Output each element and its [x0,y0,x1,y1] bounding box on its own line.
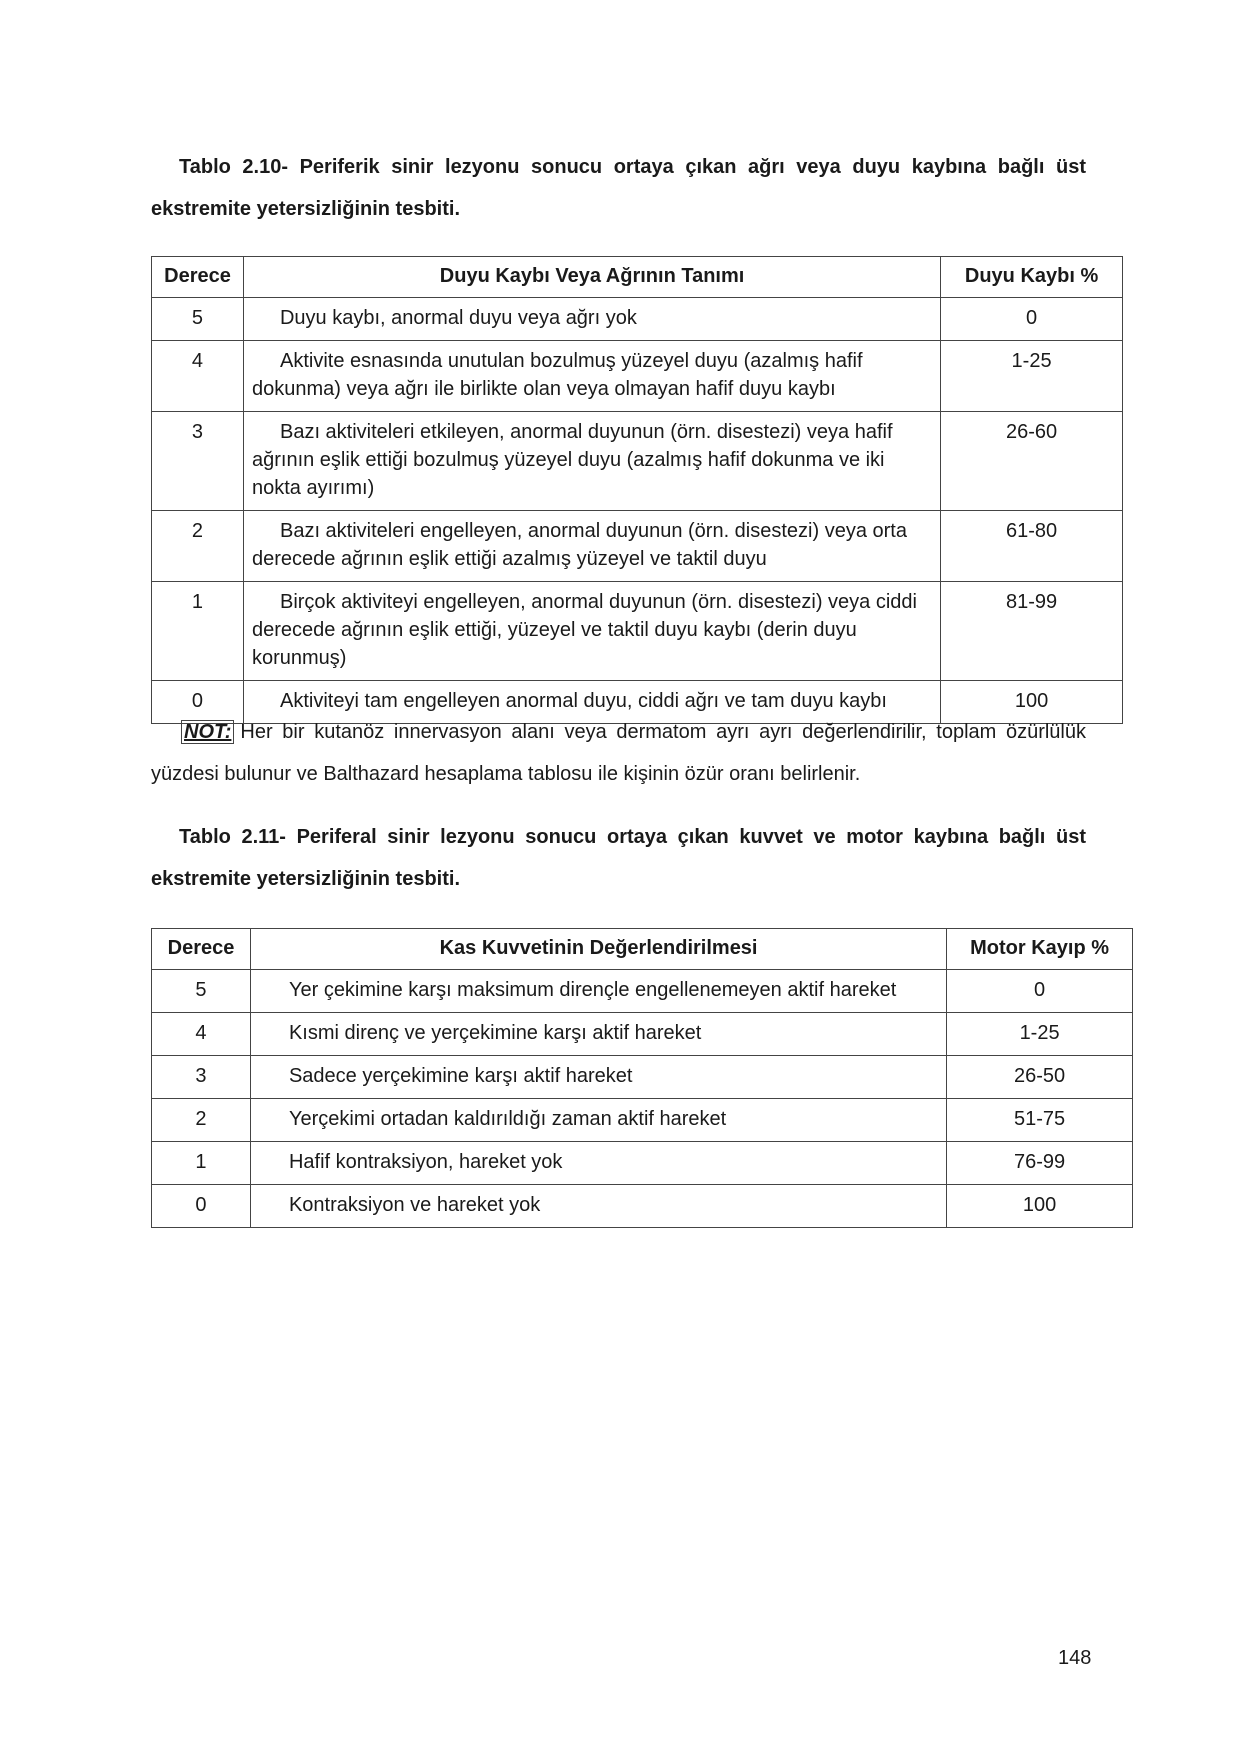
table-row [152,1142,1133,1185]
grade-cell: 2 [152,1099,251,1142]
percent-cell: 0 [947,970,1133,1013]
table-header-row [152,257,1123,298]
motor-loss-table [151,928,1133,1228]
table-row [152,1056,1133,1099]
grade-cell: 3 [152,412,244,511]
table1-caption-line1: Tablo 2.10- Periferik sinir lezyonu sonucu ortaya çıkan ağrı veya duyu kaybına bağlı üst [179,156,1086,178]
percent-cell: 0 [941,298,1123,341]
header-grade: Derece [152,257,244,298]
grade-cell: 4 [152,1013,251,1056]
description-cell: Duyu kaybı, anormal duyu veya ağrı yok [243,298,940,341]
table1-caption-line2: ekstremite yetersizliğinin tesbiti. [151,198,460,220]
percent-cell: 76-99 [947,1142,1133,1185]
percent-cell: 1-25 [941,341,1123,412]
description-cell: Hafif kontraksiyon, hareket yok [250,1142,946,1185]
table-row [152,511,1123,582]
grade-cell: 5 [152,298,244,341]
percent-cell: 26-60 [941,412,1123,511]
table-header-row [152,929,1133,970]
description-cell: Sadece yerçekimine karşı aktif hareket [250,1056,946,1099]
header-description: Duyu Kaybı Veya Ağrının Tanımı [243,257,940,298]
percent-cell: 100 [947,1185,1133,1228]
description-cell: Bazı aktiviteleri engelleyen, anormal duyunun (örn. disestezi) veya orta derecede ağrının eşlik ettiği azalmış yüzeyel ve taktil duyu [243,511,940,582]
grade-cell: 5 [152,970,251,1013]
description-cell: Kısmi direnç ve yerçekimine karşı aktif hareket [250,1013,946,1056]
grade-cell: 0 [152,681,244,724]
header-grade: Derece [152,929,251,970]
description-cell: Aktiviteyi tam engelleyen anormal duyu, ciddi ağrı ve tam duyu kaybı [243,681,940,724]
percent-cell: 51-75 [947,1099,1133,1142]
percent-cell: 61-80 [941,511,1123,582]
note-line1 [151,711,1086,753]
table-row [152,1013,1133,1056]
header-loss-percent: Motor Kayıp % [947,929,1133,970]
header-description: Kas Kuvvetinin Değerlendirilmesi [250,929,946,970]
note-text-line1: Her bir kutanöz innervasyon alanı veya dermatom ayrı ayrı değerlendirilir, toplam özürlülük [240,721,1086,743]
table2-caption-line2: ekstremite yetersizliğinin tesbiti. [151,868,460,890]
percent-cell: 1-25 [947,1013,1133,1056]
header-loss-percent: Duyu Kaybı % [941,257,1123,298]
note-paragraph [151,711,1086,795]
table-row [152,298,1123,341]
description-cell: Bazı aktiviteleri etkileyen, anormal duyunun (örn. disestezi) veya hafif ağrının eşlik ettiği bozulmuş yüzeyel duyu (azalmış hafif dokunma ve iki nokta ayırımı) [243,412,940,511]
page-number: 148 [1058,1647,1092,1669]
table1-caption [151,146,1086,230]
table2-caption [151,816,1086,900]
grade-cell: 4 [152,341,244,412]
note-tag: NOT: [181,720,234,744]
table-row [152,412,1123,511]
grade-cell: 0 [152,1185,251,1228]
description-cell: Aktivite esnasında unutulan bozulmuş yüzeyel duyu (azalmış hafif dokunma) veya ağrı ile birlikte olan veya olmayan hafif duyu kaybı [243,341,940,412]
percent-cell: 26-50 [947,1056,1133,1099]
note-text-line2: yüzdesi bulunur ve Balthazard hesaplama tablosu ile kişinin özür oranı belirlenir. [151,763,861,785]
description-cell: Birçok aktiviteyi engelleyen, anormal duyunun (örn. disestezi) veya ciddi derecede ağrının eşlik ettiği, yüzeyel ve taktil duyu kaybı (derin duyu korunmuş) [243,582,940,681]
grade-cell: 1 [152,1142,251,1185]
sensory-loss-table [151,256,1123,724]
table-row [152,1099,1133,1142]
description-cell: Kontraksiyon ve hareket yok [250,1185,946,1228]
description-cell: Yerçekimi ortadan kaldırıldığı zaman aktif hareket [250,1099,946,1142]
table2-caption-line1: Tablo 2.11- Periferal sinir lezyonu sonucu ortaya çıkan kuvvet ve motor kaybına bağlı üst [179,826,1086,848]
table-row [152,1185,1133,1228]
grade-cell: 3 [152,1056,251,1099]
percent-cell: 100 [941,681,1123,724]
grade-cell: 1 [152,582,244,681]
table-row [152,582,1123,681]
percent-cell: 81-99 [941,582,1123,681]
table-row [152,970,1133,1013]
table-row [152,341,1123,412]
description-cell: Yer çekimine karşı maksimum dirençle engellenemeyen aktif hareket [250,970,946,1013]
grade-cell: 2 [152,511,244,582]
